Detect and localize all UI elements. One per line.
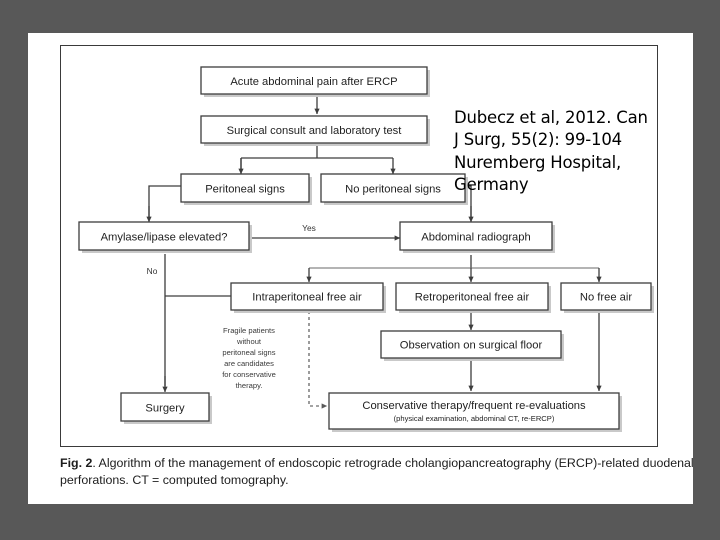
- edge-label-yes: Yes: [302, 223, 316, 233]
- retroperitoneal-label: Retroperitoneal free air: [414, 291, 530, 304]
- surgery-label: Surgery: [145, 402, 185, 415]
- note-line-3: peritoneal signs: [222, 348, 276, 357]
- note-line-5: for conservative: [222, 370, 276, 379]
- surgical-consult-label: Surgical consult and laboratory test: [226, 125, 402, 137]
- intraperitoneal-label: Intraperitoneal free air: [252, 291, 362, 304]
- citation-line-3: Nuremberg Hospital,: [454, 152, 622, 172]
- note-line-4: are candidates: [224, 359, 274, 368]
- observation-label: Observation on surgical floor: [399, 339, 543, 352]
- edge-consult-split: [241, 143, 393, 172]
- conservative-label: Conservative therapy/frequent re-evaluations: [362, 400, 586, 412]
- no-peritoneal-signs-label: No peritoneal signs: [345, 183, 441, 196]
- citation-line-1: Dubecz et al, 2012. Can: [454, 108, 648, 127]
- figure-number: Fig. 2: [60, 456, 93, 470]
- abdominal-radiograph-label: Abdominal radiograph: [421, 231, 531, 244]
- peritoneal-signs-label: Peritoneal signs: [205, 183, 285, 196]
- no-free-air-label: No free air: [579, 291, 633, 304]
- flowchart-diagram: [61, 46, 657, 446]
- citation-line-2: J Surg, 55(2): 99-104: [454, 130, 622, 150]
- citation-text-block: [454, 107, 684, 197]
- conservative-sublabel: (physical examination, abdominal CT, re-ERCP): [393, 414, 555, 423]
- acute-pain-label: Acute abdominal pain after ERCP: [230, 76, 398, 88]
- amylase-label: Amylase/lipase elevated?: [100, 231, 228, 244]
- edge-label-no: No: [146, 266, 158, 276]
- fragile-patients-note: [222, 326, 276, 390]
- figure-caption: [60, 455, 694, 488]
- figure-caption-text: . Algorithm of the management of endoscopic retrograde cholangiopancreatography (ERCP)-related duodenal perforations. CT = computed tomography.: [60, 456, 694, 487]
- edge-intraperitoneal-dashed-to-conservative: [309, 311, 325, 406]
- citation-line-4: Germany: [454, 175, 529, 195]
- slide-page: [28, 33, 693, 504]
- note-line-1: Fragile patients: [223, 326, 275, 335]
- note-line-2: without: [236, 337, 262, 346]
- note-line-6: therapy.: [235, 381, 263, 390]
- edge-peritoneal-to-amylase-elbow: [149, 186, 181, 218]
- figure-frame: [60, 45, 658, 447]
